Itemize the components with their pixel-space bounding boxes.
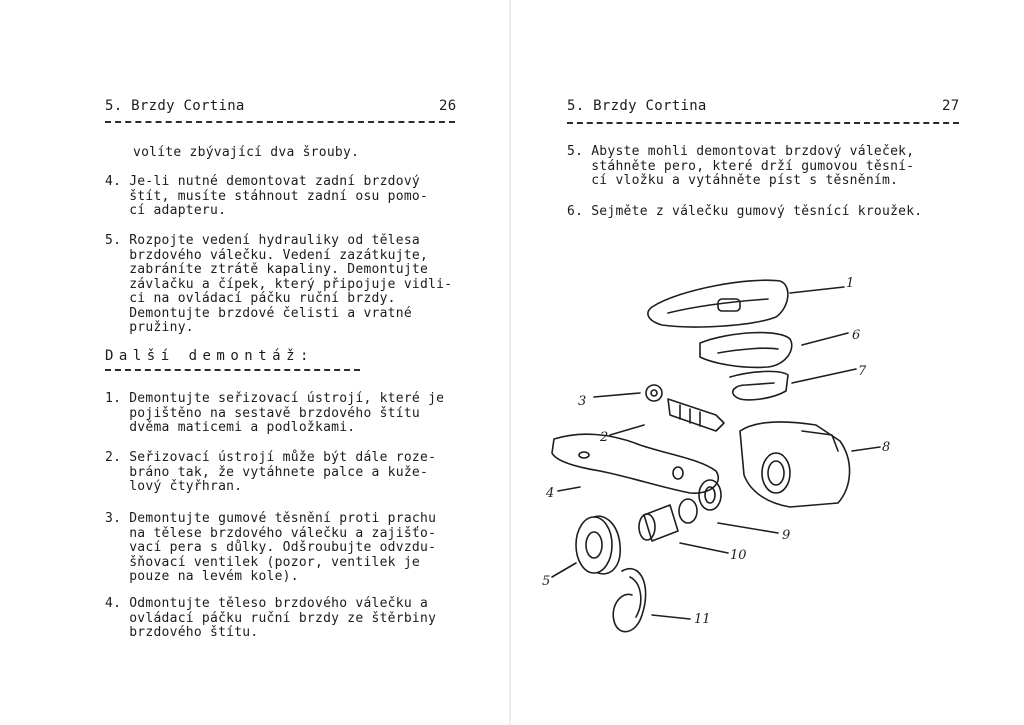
label-7: 7: [858, 364, 867, 379]
label-8: 8: [882, 440, 891, 455]
list-item: 1. Demontujte seřizovací ústrojí, které je pojištěno na sestavě brzdového štítu dvěma maticemi a podložkami.: [105, 391, 445, 435]
page-number: 27: [942, 98, 960, 114]
list-item: 5. Rozpojte vedení hydrauliky od tělesa brzdového válečku. Vedení zazátkujte, zabráníte ztrátě kapaliny. Demontujte závlačku a čípek, který připojuje vidli- ci na ovládací páčku ruční brzdy. Demontujte brzdové čelisti a vratné pružiny.: [105, 233, 453, 335]
part-5-boot: [576, 516, 620, 574]
header-title: 5. Brzdy Cortina: [567, 98, 707, 114]
page-number: 26: [439, 98, 457, 114]
list-item: 2. Seřizovací ústrojí může být dále roze- bráno tak, že vytáhnete palce a kuže- lový čtyřhran.: [105, 450, 437, 494]
label-4: 4: [546, 486, 555, 501]
part-2-lever: [552, 434, 718, 493]
list-item: 3. Demontujte gumové těsnění proti prachu na tělese brzdového válečku a zajišťo- vací pera s důlky. Odšroubujte odvzdu- šňovací ventilek (pozor, ventilek je pouze na levém kole).: [105, 511, 437, 584]
part-8-cylinder: [740, 422, 850, 507]
label-10: 10: [730, 548, 747, 563]
label-3: 3: [578, 394, 587, 409]
section-rule: [105, 369, 360, 371]
part-11-clip: [613, 569, 645, 632]
list-item: 4. Je-li nutné demontovat zadní brzdový štít, musíte stáhnout zadní osu pomo- cí adapteru.: [105, 174, 429, 218]
intro-text: volíte zbývající dva šrouby.: [133, 145, 360, 160]
label-9: 9: [782, 528, 791, 543]
header-rule: [567, 122, 959, 124]
part-10-piston: [639, 499, 697, 541]
label-11: 11: [694, 612, 711, 627]
list-item: 4. Odmontujte těleso brzdového válečku a ovládací páčku ruční brzdy ze štěrbiny brzdového štítu.: [105, 596, 437, 640]
page-header: [567, 98, 959, 114]
label-2: 2: [600, 430, 609, 445]
brake-parts-diagram: [540, 265, 900, 645]
header-rule: [105, 121, 455, 123]
label-5: 5: [542, 574, 551, 589]
section-heading: Další demontáž:: [105, 348, 314, 364]
label-1: 1: [846, 276, 855, 291]
leader-lines: [552, 287, 880, 619]
page-header: [105, 98, 455, 114]
part-9-seal: [699, 480, 721, 510]
part-3-adjuster: [646, 385, 724, 431]
list-item: 5. Abyste mohli demontovat brzdový váleček, stáhněte pero, které drží gumovou těsní- cí vložku a vytáhněte píst s těsněním.: [567, 144, 915, 188]
part-1-clip: [648, 280, 788, 327]
part-6-spring: [700, 333, 792, 368]
header-title: 5. Brzdy Cortina: [105, 98, 245, 114]
part-7-clip: [730, 371, 788, 400]
label-6: 6: [852, 328, 861, 343]
left-page: [0, 0, 510, 725]
list-item: 6. Sejměte z válečku gumový těsnící kroužek.: [567, 204, 923, 219]
